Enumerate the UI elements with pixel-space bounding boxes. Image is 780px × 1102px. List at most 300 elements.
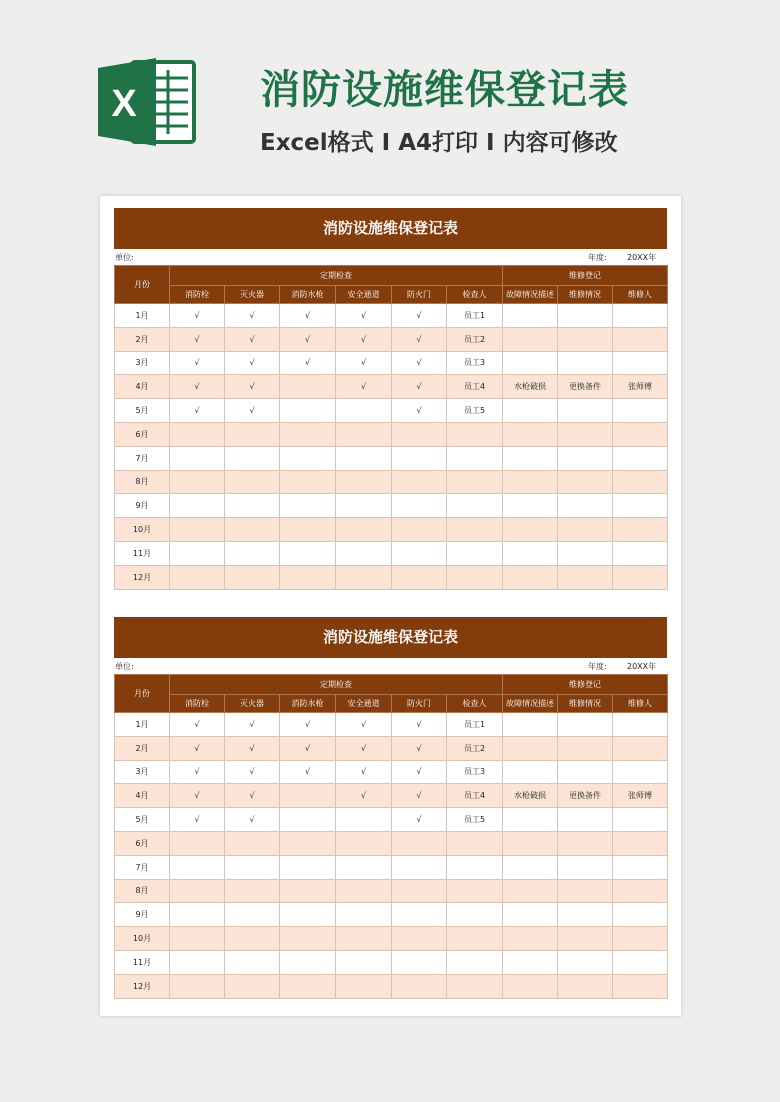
table-cell[interactable] — [503, 422, 558, 446]
table-cell[interactable] — [613, 736, 668, 760]
table-cell[interactable] — [392, 927, 447, 951]
table-cell[interactable] — [447, 494, 503, 518]
table-cell[interactable]: 更换备件 — [558, 375, 613, 399]
excel-icon — [98, 56, 198, 148]
column-header: 灭火器 — [225, 695, 280, 713]
table-row — [115, 713, 668, 737]
table-cell[interactable]: √ — [225, 736, 280, 760]
table-cell[interactable]: √ — [336, 713, 392, 737]
table-cell[interactable] — [613, 831, 668, 855]
table-cell[interactable] — [392, 541, 447, 565]
table-cell[interactable] — [558, 304, 613, 328]
table-cell[interactable] — [503, 327, 558, 351]
table-cell[interactable] — [280, 399, 336, 423]
table-cell[interactable] — [280, 422, 336, 446]
table-cell[interactable]: √ — [225, 327, 280, 351]
table-cell[interactable] — [613, 470, 668, 494]
table-cell[interactable] — [613, 422, 668, 446]
table-cell[interactable] — [503, 903, 558, 927]
table-cell[interactable] — [225, 855, 280, 879]
month-cell[interactable]: 10月 — [115, 927, 170, 951]
table-cell[interactable] — [613, 808, 668, 832]
table-cell[interactable] — [558, 831, 613, 855]
table-row — [115, 304, 668, 328]
document-page — [100, 196, 681, 1016]
table-row — [115, 375, 668, 399]
table-cell[interactable] — [558, 565, 613, 589]
table-cell[interactable]: 员工3 — [447, 760, 503, 784]
year-label: 年度: — [588, 662, 607, 671]
table-cell[interactable] — [613, 399, 668, 423]
table-cell[interactable] — [225, 494, 280, 518]
month-cell[interactable]: 6月 — [115, 422, 170, 446]
table-cell[interactable] — [392, 565, 447, 589]
table-cell[interactable]: √ — [170, 304, 225, 328]
table-cell[interactable] — [336, 565, 392, 589]
table-cell[interactable] — [447, 903, 503, 927]
header-month: 月份 — [115, 266, 170, 304]
table-cell[interactable] — [613, 760, 668, 784]
table-cell[interactable] — [336, 422, 392, 446]
table-cell[interactable]: √ — [170, 327, 225, 351]
table-cell[interactable]: 员工1 — [447, 304, 503, 328]
table-cell[interactable] — [280, 446, 336, 470]
table-row — [115, 422, 668, 446]
table-cell[interactable] — [336, 494, 392, 518]
column-header: 消防水枪 — [280, 286, 336, 304]
table-cell[interactable] — [447, 446, 503, 470]
month-cell[interactable]: 11月 — [115, 950, 170, 974]
table-cell[interactable] — [336, 541, 392, 565]
excel-logo-letter: X — [111, 83, 137, 125]
table-cell[interactable] — [280, 808, 336, 832]
table-cell[interactable] — [558, 518, 613, 542]
table-cell[interactable] — [280, 903, 336, 927]
table-cell[interactable] — [280, 784, 336, 808]
column-header: 防火门 — [392, 286, 447, 304]
month-cell[interactable]: 4月 — [115, 375, 170, 399]
table-cell[interactable] — [558, 351, 613, 375]
table-cell[interactable] — [447, 565, 503, 589]
table-cell[interactable] — [392, 879, 447, 903]
table-cell[interactable] — [336, 470, 392, 494]
table-cell[interactable] — [336, 927, 392, 951]
table-row — [115, 399, 668, 423]
table-cell[interactable] — [170, 494, 225, 518]
table-cell[interactable] — [447, 518, 503, 542]
table-cell[interactable] — [503, 736, 558, 760]
table-cell[interactable]: √ — [225, 760, 280, 784]
table-cell[interactable]: 水枪破损 — [503, 375, 558, 399]
table-cell[interactable] — [503, 304, 558, 328]
table-cell[interactable] — [447, 541, 503, 565]
month-cell[interactable]: 5月 — [115, 808, 170, 832]
column-header: 灭火器 — [225, 286, 280, 304]
table-cell[interactable]: √ — [170, 399, 225, 423]
table-cell[interactable]: √ — [392, 304, 447, 328]
table-row — [115, 903, 668, 927]
table-cell[interactable] — [447, 950, 503, 974]
column-header: 故障情况描述 — [503, 286, 558, 304]
table-cell[interactable]: √ — [392, 399, 447, 423]
table-row — [115, 831, 668, 855]
table-cell[interactable] — [613, 855, 668, 879]
table-cell[interactable]: √ — [225, 808, 280, 832]
table-cell[interactable] — [558, 950, 613, 974]
month-cell[interactable]: 2月 — [115, 736, 170, 760]
column-header: 维修人 — [613, 286, 668, 304]
table-cell[interactable] — [613, 541, 668, 565]
table-row — [115, 950, 668, 974]
column-header: 防火门 — [392, 695, 447, 713]
table-cell[interactable]: 员工5 — [447, 808, 503, 832]
header-month: 月份 — [115, 675, 170, 713]
table-cell[interactable]: √ — [280, 760, 336, 784]
table-cell[interactable] — [225, 903, 280, 927]
table-cell[interactable] — [558, 736, 613, 760]
table-cell[interactable] — [503, 494, 558, 518]
table-cell[interactable] — [613, 950, 668, 974]
table-row — [115, 518, 668, 542]
column-header: 消防栓 — [170, 286, 225, 304]
table-cell[interactable] — [503, 831, 558, 855]
table-cell[interactable] — [170, 974, 225, 998]
month-cell[interactable]: 11月 — [115, 541, 170, 565]
month-cell[interactable]: 12月 — [115, 974, 170, 998]
month-cell[interactable]: 7月 — [115, 446, 170, 470]
table-cell[interactable] — [336, 518, 392, 542]
table-cell[interactable] — [447, 879, 503, 903]
table-cell[interactable] — [170, 831, 225, 855]
table-cell[interactable] — [392, 974, 447, 998]
table-cell[interactable] — [613, 879, 668, 903]
table-cell[interactable] — [503, 446, 558, 470]
sheet-title: 消防设施维保登记表 — [114, 617, 667, 658]
table-cell[interactable] — [280, 518, 336, 542]
table-cell[interactable] — [503, 351, 558, 375]
table-row — [115, 808, 668, 832]
table-row — [115, 541, 668, 565]
table-cell[interactable]: 员工5 — [447, 399, 503, 423]
table-cell[interactable] — [392, 518, 447, 542]
table-cell[interactable]: √ — [280, 304, 336, 328]
table-cell[interactable] — [170, 565, 225, 589]
table-cell[interactable] — [280, 541, 336, 565]
table-cell[interactable]: √ — [225, 304, 280, 328]
table-cell[interactable] — [558, 541, 613, 565]
table-cell[interactable]: 员工4 — [447, 375, 503, 399]
month-cell[interactable]: 3月 — [115, 351, 170, 375]
table-cell[interactable] — [336, 974, 392, 998]
column-header: 维修情况 — [558, 695, 613, 713]
table-cell[interactable] — [225, 518, 280, 542]
month-cell[interactable]: 3月 — [115, 760, 170, 784]
table-cell[interactable] — [280, 565, 336, 589]
table-cell[interactable]: √ — [392, 375, 447, 399]
table-cell[interactable]: √ — [392, 760, 447, 784]
table-cell[interactable] — [336, 446, 392, 470]
table-cell[interactable] — [170, 422, 225, 446]
table-cell[interactable] — [225, 879, 280, 903]
table-cell[interactable] — [558, 808, 613, 832]
table-cell[interactable]: 员工1 — [447, 713, 503, 737]
table-cell[interactable] — [392, 494, 447, 518]
table-cell[interactable] — [336, 399, 392, 423]
column-header: 安全通道 — [336, 286, 392, 304]
table-cell[interactable] — [170, 927, 225, 951]
table-cell[interactable]: √ — [170, 351, 225, 375]
table-cell[interactable] — [558, 494, 613, 518]
table-cell[interactable]: 员工2 — [447, 327, 503, 351]
table-cell[interactable]: √ — [392, 808, 447, 832]
table-cell[interactable] — [170, 855, 225, 879]
table-cell[interactable] — [613, 713, 668, 737]
table-cell[interactable] — [447, 422, 503, 446]
table-row — [115, 974, 668, 998]
column-header: 检查人 — [447, 286, 503, 304]
table-row — [115, 327, 668, 351]
table-cell[interactable]: √ — [225, 399, 280, 423]
table-cell[interactable] — [558, 327, 613, 351]
table-cell[interactable] — [392, 831, 447, 855]
table-cell[interactable] — [503, 760, 558, 784]
table-cell[interactable]: √ — [280, 327, 336, 351]
year-value: 20XX年 — [627, 253, 657, 262]
table-row — [115, 927, 668, 951]
table-cell[interactable] — [170, 446, 225, 470]
table-cell[interactable] — [613, 494, 668, 518]
table-cell[interactable] — [225, 974, 280, 998]
table-cell[interactable] — [503, 808, 558, 832]
table-cell[interactable]: √ — [392, 327, 447, 351]
table-cell[interactable]: √ — [336, 736, 392, 760]
table-cell[interactable] — [392, 855, 447, 879]
table-cell[interactable] — [613, 518, 668, 542]
header-group-repair: 维修登记 — [503, 266, 668, 286]
table-cell[interactable]: √ — [336, 351, 392, 375]
table-row — [115, 855, 668, 879]
table-cell[interactable] — [558, 903, 613, 927]
table-cell[interactable]: 张师傅 — [613, 784, 668, 808]
table-cell[interactable] — [558, 760, 613, 784]
table-row — [115, 470, 668, 494]
table-cell[interactable] — [613, 927, 668, 951]
table-cell[interactable]: √ — [336, 784, 392, 808]
table-cell[interactable] — [170, 518, 225, 542]
table-cell[interactable]: √ — [280, 736, 336, 760]
month-cell[interactable]: 4月 — [115, 784, 170, 808]
table-cell[interactable] — [170, 541, 225, 565]
table-cell[interactable]: 员工2 — [447, 736, 503, 760]
register-table — [114, 265, 668, 590]
table-cell[interactable] — [503, 541, 558, 565]
table-cell[interactable]: √ — [170, 713, 225, 737]
table-cell[interactable] — [225, 422, 280, 446]
table-cell[interactable] — [336, 950, 392, 974]
table-cell[interactable] — [613, 974, 668, 998]
unit-label: 单位: — [115, 253, 134, 262]
table-cell[interactable] — [503, 950, 558, 974]
month-cell[interactable]: 1月 — [115, 304, 170, 328]
table-cell[interactable] — [392, 903, 447, 927]
table-cell[interactable] — [558, 974, 613, 998]
column-header: 故障情况描述 — [503, 695, 558, 713]
table-cell[interactable]: √ — [336, 760, 392, 784]
header-group-repair: 维修登记 — [503, 675, 668, 695]
table-cell[interactable] — [170, 879, 225, 903]
header-group-check: 定期检查 — [170, 675, 503, 695]
header-group-check: 定期检查 — [170, 266, 503, 286]
table-cell[interactable] — [225, 831, 280, 855]
table-row — [115, 736, 668, 760]
table-cell[interactable] — [280, 470, 336, 494]
table-cell[interactable] — [225, 565, 280, 589]
table-cell[interactable]: √ — [392, 784, 447, 808]
table-row — [115, 760, 668, 784]
table-cell[interactable] — [336, 855, 392, 879]
table-cell[interactable] — [613, 565, 668, 589]
table-cell[interactable] — [447, 927, 503, 951]
unit-label: 单位: — [115, 662, 134, 671]
table-cell[interactable] — [503, 399, 558, 423]
table-cell[interactable] — [558, 422, 613, 446]
table-cell[interactable] — [503, 974, 558, 998]
column-header: 消防水枪 — [280, 695, 336, 713]
table-cell[interactable] — [225, 446, 280, 470]
table-cell[interactable] — [280, 974, 336, 998]
table-row — [115, 494, 668, 518]
table-cell[interactable]: √ — [392, 713, 447, 737]
table-cell[interactable] — [336, 879, 392, 903]
table-cell[interactable] — [503, 927, 558, 951]
table-cell[interactable]: 水枪破损 — [503, 784, 558, 808]
table-cell[interactable] — [170, 903, 225, 927]
column-header: 维修情况 — [558, 286, 613, 304]
table-cell[interactable]: √ — [280, 351, 336, 375]
table-row — [115, 446, 668, 470]
month-cell[interactable]: 1月 — [115, 713, 170, 737]
table-cell[interactable]: √ — [225, 713, 280, 737]
table-cell[interactable] — [336, 808, 392, 832]
table-cell[interactable] — [280, 927, 336, 951]
table-cell[interactable]: √ — [392, 351, 447, 375]
table-cell[interactable]: 员工3 — [447, 351, 503, 375]
table-cell[interactable]: √ — [225, 784, 280, 808]
table-row — [115, 351, 668, 375]
table-cell[interactable] — [392, 950, 447, 974]
table-cell[interactable]: √ — [170, 784, 225, 808]
table-cell[interactable]: √ — [170, 736, 225, 760]
table-cell[interactable] — [613, 903, 668, 927]
table-cell[interactable] — [447, 831, 503, 855]
table-cell[interactable] — [280, 375, 336, 399]
month-cell[interactable]: 5月 — [115, 399, 170, 423]
table-cell[interactable]: √ — [170, 808, 225, 832]
table-cell[interactable] — [392, 446, 447, 470]
table-cell[interactable] — [613, 351, 668, 375]
table-cell[interactable] — [558, 855, 613, 879]
table-cell[interactable]: √ — [225, 375, 280, 399]
month-cell[interactable]: 10月 — [115, 518, 170, 542]
table-cell[interactable] — [280, 879, 336, 903]
table-cell[interactable]: √ — [336, 327, 392, 351]
column-header: 维修人 — [613, 695, 668, 713]
table-cell[interactable]: √ — [280, 713, 336, 737]
table-cell[interactable] — [447, 855, 503, 879]
table-cell[interactable] — [558, 713, 613, 737]
month-cell[interactable]: 12月 — [115, 565, 170, 589]
table-cell[interactable] — [225, 541, 280, 565]
table-cell[interactable]: 更换备件 — [558, 784, 613, 808]
table-cell[interactable] — [170, 950, 225, 974]
table-cell[interactable] — [336, 831, 392, 855]
table-row — [115, 565, 668, 589]
table-cell[interactable] — [503, 855, 558, 879]
table-cell[interactable] — [447, 974, 503, 998]
table-cell[interactable] — [225, 927, 280, 951]
table-cell[interactable] — [613, 327, 668, 351]
table-cell[interactable]: √ — [225, 351, 280, 375]
month-cell[interactable]: 2月 — [115, 327, 170, 351]
table-cell[interactable] — [503, 713, 558, 737]
page-title: 消防设施维保登记表 — [260, 67, 629, 113]
table-cell[interactable]: √ — [392, 736, 447, 760]
year-label: 年度: — [588, 253, 607, 262]
table-cell[interactable] — [503, 879, 558, 903]
table-cell[interactable] — [447, 470, 503, 494]
table-cell[interactable] — [613, 304, 668, 328]
month-cell[interactable]: 7月 — [115, 855, 170, 879]
table-cell[interactable]: √ — [336, 304, 392, 328]
table-cell[interactable] — [280, 831, 336, 855]
table-cell[interactable] — [558, 470, 613, 494]
table-cell[interactable] — [503, 518, 558, 542]
meta-row — [114, 658, 667, 674]
table-cell[interactable] — [336, 903, 392, 927]
column-header: 检查人 — [447, 695, 503, 713]
table-cell[interactable] — [558, 446, 613, 470]
month-cell[interactable]: 8月 — [115, 879, 170, 903]
month-cell[interactable]: 9月 — [115, 903, 170, 927]
month-cell[interactable]: 6月 — [115, 831, 170, 855]
table-cell[interactable] — [558, 879, 613, 903]
table-cell[interactable] — [280, 950, 336, 974]
table-cell[interactable]: 张师傅 — [613, 375, 668, 399]
table-cell[interactable]: √ — [170, 375, 225, 399]
table-cell[interactable] — [558, 927, 613, 951]
month-cell[interactable]: 9月 — [115, 494, 170, 518]
table-cell[interactable] — [613, 446, 668, 470]
year-value: 20XX年 — [627, 662, 657, 671]
register-sheet-1 — [114, 208, 667, 590]
table-cell[interactable] — [280, 494, 336, 518]
table-cell[interactable] — [392, 470, 447, 494]
table-row — [115, 784, 668, 808]
table-cell[interactable]: √ — [336, 375, 392, 399]
table-cell[interactable]: 员工4 — [447, 784, 503, 808]
table-cell[interactable] — [503, 470, 558, 494]
table-cell[interactable] — [225, 470, 280, 494]
table-cell[interactable] — [392, 422, 447, 446]
month-cell[interactable]: 8月 — [115, 470, 170, 494]
meta-row — [114, 249, 667, 265]
table-cell[interactable]: √ — [170, 760, 225, 784]
table-cell[interactable] — [558, 399, 613, 423]
table-cell[interactable] — [225, 950, 280, 974]
table-cell[interactable] — [170, 470, 225, 494]
table-cell[interactable] — [280, 855, 336, 879]
table-cell[interactable] — [503, 565, 558, 589]
